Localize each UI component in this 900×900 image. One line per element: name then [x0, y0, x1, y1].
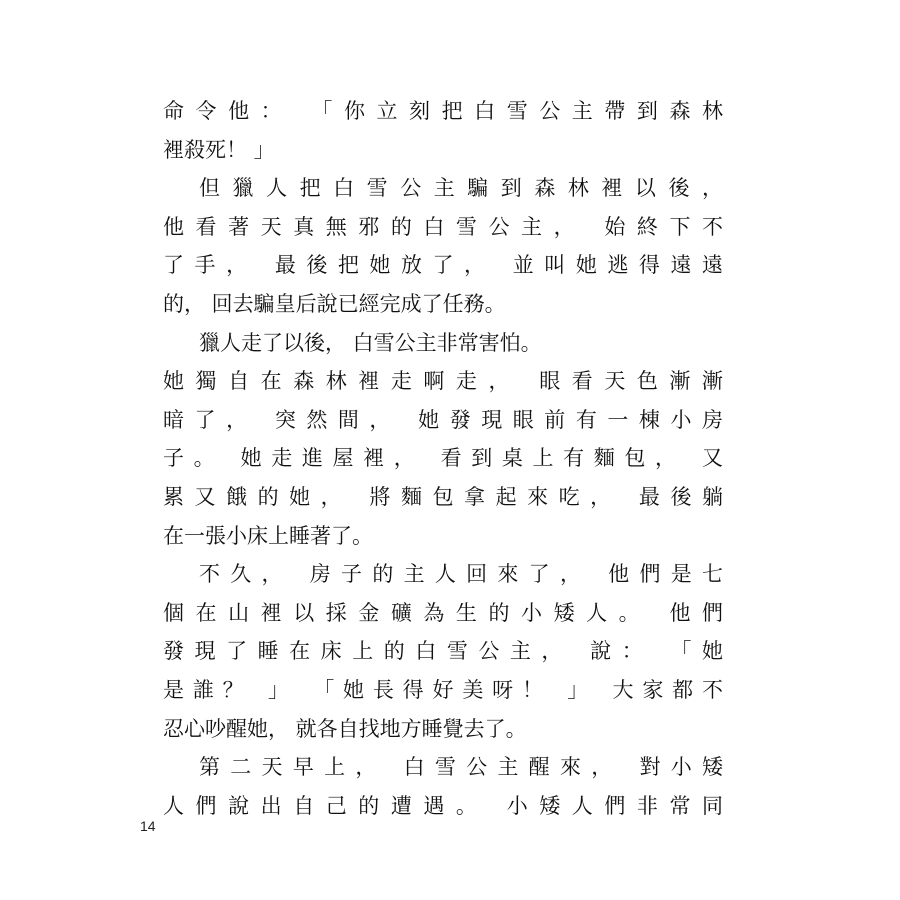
text-line: 第二天早上， 白雪公主醒來， 對小矮 — [199, 755, 723, 780]
text-line: 累又餓的她， 將麵包拿起來吃， 最後躺 — [163, 484, 723, 509]
text-line: 忍心吵醒她， 就各自找地方睡覺去了。 — [163, 716, 527, 741]
text-line: 個在山裡以採金礦為生的小矮人。 他們 — [163, 600, 723, 625]
text-line: 命令他： 「你立刻把白雪公主帶到森林 — [163, 99, 723, 123]
text-line: 不久， 房子的主人回來了， 他們是七 — [199, 562, 723, 587]
text-line: 發現了睡在床上的白雪公主， 說： 「她 — [163, 639, 723, 664]
text-line: 他看著天真無邪的白雪公主， 始終下不 — [163, 214, 723, 239]
page-number: 14 — [140, 818, 156, 834]
story-text — [163, 92, 723, 825]
text-line: 的， 回去騙皇后說已經完成了任務。 — [163, 291, 506, 316]
text-line: 在一張小床上睡著了。 — [163, 523, 373, 548]
text-line: 子。 她走進屋裡， 看到桌上有麵包， 又 — [163, 446, 723, 471]
text-line: 是誰？ 」 「她長得好美呀！ 」 大家都不 — [163, 677, 723, 702]
text-line: 她獨自在森林裡走啊走， 眼看天色漸漸 — [163, 369, 723, 394]
text-line: 暗了， 突然間， 她發現眼前有一棟小房 — [163, 407, 723, 432]
text-line: 但獵人把白雪公主騙到森林裡以後， — [199, 176, 723, 201]
text-line: 獵人走了以後， 白雪公主非常害怕。 — [199, 330, 542, 355]
text-line: 人們說出自己的遭遇。 小矮人們非常同 — [163, 793, 723, 818]
text-line: 裡殺死！ 」 — [163, 137, 275, 162]
text-line: 了手， 最後把她放了， 並叫她逃得遠遠 — [163, 253, 723, 278]
